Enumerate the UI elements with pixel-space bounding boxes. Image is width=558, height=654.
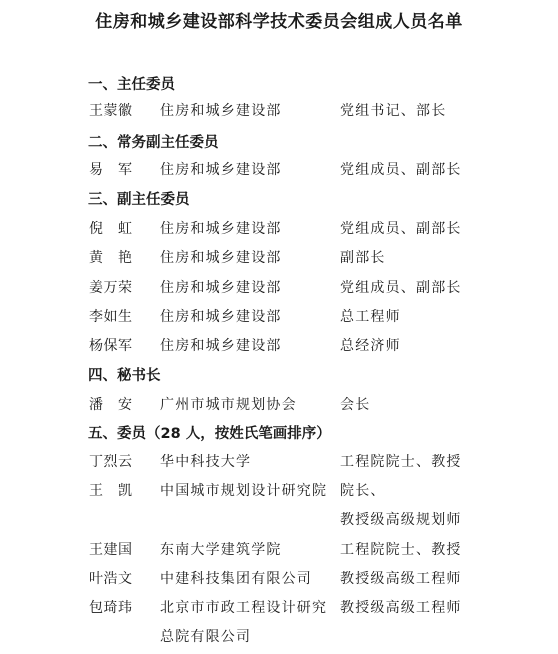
document-title: 住房和城乡建设部科学技术委员会组成人员名单 [95,12,463,32]
member-name: 丁烈云 [89,454,133,470]
section-heading-members: 五、委员（28 人，按姓氏笔画排序） [88,426,331,442]
section-heading-vice-chair: 三、副主任委员 [88,192,190,208]
member-role: 总经济师 [340,338,401,354]
member-row [0,481,558,505]
member-role: 会长 [340,397,371,413]
section-heading-chair: 一、主任委员 [88,77,175,93]
member-org-continuation: 总院有限公司 [160,629,252,645]
member-row [0,598,558,622]
member-row [0,395,558,419]
member-org: 住房和城乡建设部 [160,250,282,266]
member-org: 中建科技集团有限公司 [160,571,312,587]
member-org: 北京市市政工程设计研究 [160,600,328,616]
member-org: 住房和城乡建设部 [160,103,282,119]
member-name: 叶浩文 [89,571,133,587]
member-role: 党组成员、副部长 [340,221,462,237]
member-row [0,160,558,184]
member-org: 中国城市规划设计研究院 [160,483,328,499]
section-heading-secretary-general: 四、秘书长 [88,368,161,384]
member-org: 住房和城乡建设部 [160,280,282,296]
member-role: 教授级高级工程师 [340,600,462,616]
member-role: 工程院院士、教授 [340,542,462,558]
member-org: 住房和城乡建设部 [160,221,282,237]
section-heading-executive-vice-chair: 二、常务副主任委员 [88,135,219,151]
member-name: 杨保军 [89,338,133,354]
member-row [0,278,558,302]
member-role: 工程院院士、教授 [340,454,462,470]
member-role: 院长、 [340,483,386,499]
member-role: 党组成员、副部长 [340,280,462,296]
member-org: 广州市城市规划协会 [160,397,297,413]
member-name: 王蒙徽 [89,103,133,119]
member-role: 教授级高级工程师 [340,571,462,587]
member-role-continuation: 教授级高级规划师 [340,512,462,528]
member-name: 李如生 [89,309,133,325]
member-name: 包琦玮 [89,600,133,616]
member-row [0,569,558,593]
member-name: 姜万荣 [89,280,133,296]
member-org: 住房和城乡建设部 [160,338,282,354]
member-name: 潘 安 [89,397,133,413]
member-row [0,307,558,331]
member-name: 倪 虹 [89,221,133,237]
member-row [0,219,558,243]
member-role: 副部长 [340,250,386,266]
member-row [0,336,558,360]
member-org: 华中科技大学 [160,454,252,470]
member-role: 总工程师 [340,309,401,325]
member-row [0,248,558,272]
member-row [0,452,558,476]
member-org: 住房和城乡建设部 [160,309,282,325]
member-row [0,540,558,564]
member-name: 易 军 [89,162,133,178]
member-row [0,101,558,125]
member-role: 党组成员、副部长 [340,162,462,178]
member-name: 黄 艳 [89,250,133,266]
member-name: 王建国 [89,542,133,558]
member-name: 王 凯 [89,483,133,499]
member-org: 东南大学建筑学院 [160,542,282,558]
member-org: 住房和城乡建设部 [160,162,282,178]
member-role: 党组书记、部长 [340,103,447,119]
